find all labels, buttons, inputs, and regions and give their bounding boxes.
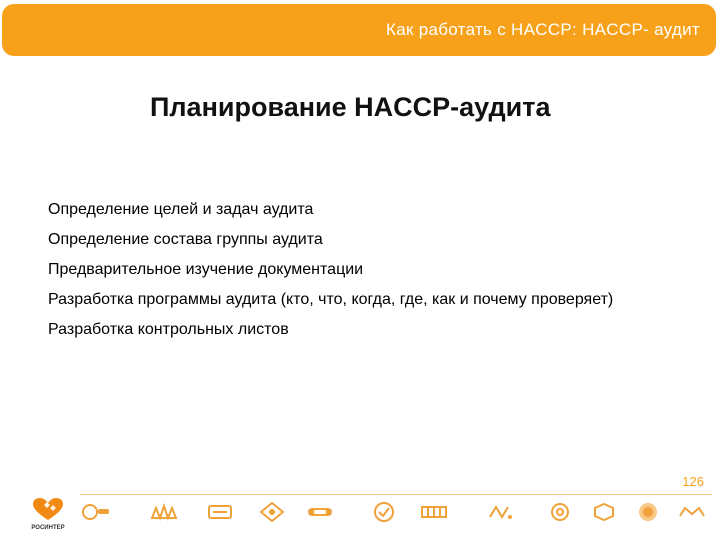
company-logo-text: РОСИНТЕР <box>31 525 65 531</box>
page-number: 126 <box>682 474 704 489</box>
company-logo <box>22 496 74 538</box>
brand-logo-icon <box>676 500 708 524</box>
content-list <box>48 201 668 351</box>
footer-logos <box>22 496 712 538</box>
brand-logo-icon <box>484 500 516 524</box>
brand-logo-icon <box>632 500 664 524</box>
list-item: Предварительное изучение документации <box>48 261 364 278</box>
heart-logo-icon <box>22 496 74 526</box>
list-item: Разработка программы аудита (кто, что, когда, где, как и почему проверяет) <box>48 291 614 308</box>
header-bar <box>2 4 716 56</box>
brand-logo-icon <box>256 500 288 524</box>
brand-logo-icon <box>418 500 450 524</box>
brand-logo-icon <box>80 500 112 524</box>
brand-logo-icon <box>148 500 180 524</box>
list-item: Определение состава группы аудита <box>48 231 323 248</box>
brand-logo-icon <box>368 500 400 524</box>
slide-title: Планирование HACCP-аудита <box>150 92 551 122</box>
brand-logo-icon <box>304 500 336 524</box>
header-title: Как работать с HACCP: HACCP- аудит <box>386 20 700 39</box>
list-item: Разработка контрольных листов <box>48 321 289 338</box>
brand-logo-icon <box>588 500 620 524</box>
brand-logo-icon <box>204 500 236 524</box>
brand-logo-icon <box>544 500 576 524</box>
list-item: Определение целей и задач аудита <box>48 201 314 218</box>
footer-divider <box>80 494 712 495</box>
